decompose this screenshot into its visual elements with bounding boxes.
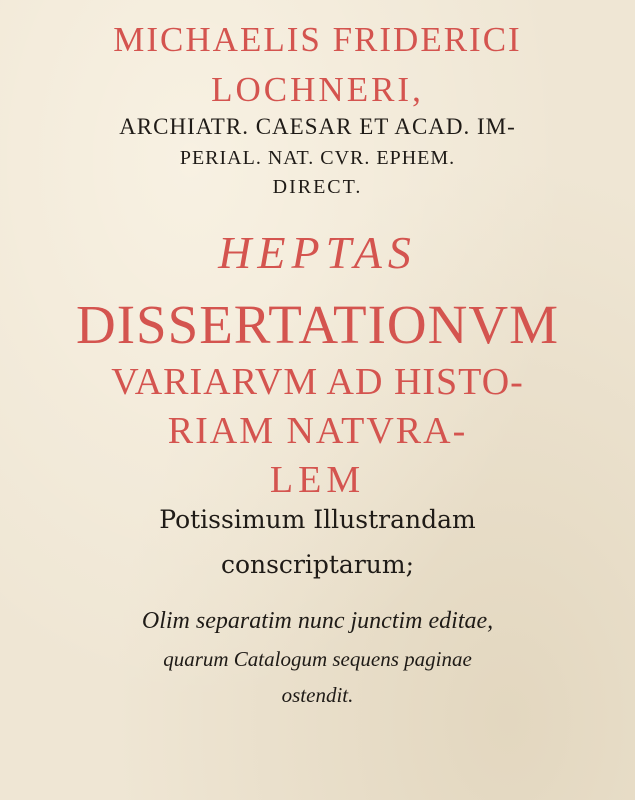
purpose-line-1: Potissimum Illustrandam xyxy=(159,505,476,534)
subtitle-line-4: LEM xyxy=(269,459,366,501)
main-title: HEPTAS xyxy=(218,227,417,278)
subtitle-line-1: DISSERTATIONVM xyxy=(76,294,559,355)
edition-note-line-3: ostendit. xyxy=(281,683,354,707)
author-name-line-1: MICHAELIS FRIDERICI xyxy=(113,20,522,59)
edition-note-line-2: quarum Catalogum sequens paginae xyxy=(163,647,472,671)
subtitle-line-2: VARIARVM AD HISTO- xyxy=(111,361,524,403)
purpose-line-2: conscriptarum; xyxy=(220,550,415,579)
edition-note-line-1: Olim separatim nunc junctim editae, xyxy=(141,608,494,634)
subtitle-line-3: RIAM NATVRA- xyxy=(167,410,468,452)
credentials-line-2: PERIAL. NAT. CVR. EPHEM. xyxy=(179,147,456,169)
author-name-line-2: LOCHNERI, xyxy=(211,70,424,109)
credentials-line-1: ARCHIATR. CAESAR ET ACAD. IM- xyxy=(119,114,516,139)
credentials-line-3: DIRECT. xyxy=(272,176,363,198)
